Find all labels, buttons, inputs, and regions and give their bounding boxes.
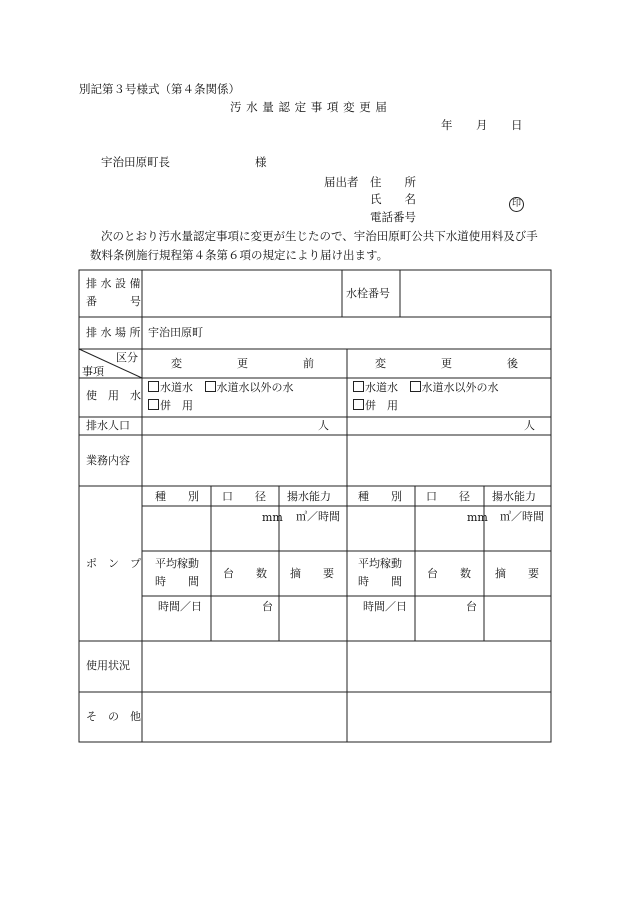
units-header-before: 台 数 <box>223 567 267 580</box>
units-header-after: 台 数 <box>427 567 471 580</box>
item-label: 事項 <box>82 365 104 378</box>
checkbox-icon <box>353 399 364 410</box>
capacity-header-before: 揚水能力 <box>287 490 331 503</box>
drain-place-label: 排 水 場 所 <box>86 326 141 339</box>
addressee: 宇治田原町長 <box>101 155 170 169</box>
water-use-after <box>353 381 499 412</box>
date-year-label: 年 <box>441 118 453 132</box>
combined-label: 併 用 <box>365 398 398 412</box>
unit-count-after: 台 <box>466 600 477 613</box>
tap-water-checkbox-before[interactable] <box>148 381 193 394</box>
body-text-line1: 次のとおり汚水量認定事項に変更が生じたので、宇治田原町公共下水道使用料及び手 <box>101 229 538 243</box>
honorific: 様 <box>255 155 267 169</box>
avg-hours-line2: 時 間 <box>155 574 199 588</box>
unit-count-before: 台 <box>262 600 273 613</box>
summary-header-after: 摘 要 <box>495 567 539 580</box>
hydrant-number-label: 水栓番号 <box>346 287 390 300</box>
checkbox-icon <box>353 381 364 392</box>
address-label: 住 所 <box>370 175 416 189</box>
avg-hours-header-before <box>155 558 199 588</box>
bore-header-after: 口 径 <box>426 490 470 503</box>
drain-place-value: 宇治田原町 <box>148 326 203 339</box>
other-water-label: 水道水以外の水 <box>216 381 294 394</box>
other-water-checkbox-before[interactable] <box>205 381 294 394</box>
other-label: そ の 他 <box>86 710 141 723</box>
usage-status-label: 使用状況 <box>86 659 130 672</box>
avg-hours-line1: 平均稼動 <box>155 557 199 570</box>
capacity-header-after: 揚水能力 <box>492 490 536 503</box>
population-label: 排水人口 <box>86 419 130 432</box>
form-number: 別記第３号様式（第４条関係） <box>79 82 240 96</box>
kind-header-before: 種 別 <box>155 490 199 503</box>
body-text-line2: 数料条例施行規程第４条第６項の規定により届け出ます。 <box>90 248 389 262</box>
other-water-checkbox-after[interactable] <box>410 381 499 394</box>
after-change-header: 変 更 後 <box>375 357 518 370</box>
drain-equipment-label-line2: 番 号 <box>86 294 141 308</box>
combined-checkbox-before[interactable] <box>148 399 294 413</box>
checkbox-icon <box>148 381 159 392</box>
other-water-label: 水道水以外の水 <box>421 381 499 394</box>
tap-water-label: 水道水 <box>365 381 398 394</box>
drain-equipment-label-line1: 排 水 設 備 <box>86 277 141 290</box>
division-label: 区分 <box>116 351 138 364</box>
checkbox-icon <box>148 399 159 410</box>
before-change-header: 変 更 前 <box>171 357 314 370</box>
date-day-label: 日 <box>511 118 523 132</box>
checkbox-icon <box>410 381 421 392</box>
phone-label: 電話番号 <box>370 210 416 224</box>
name-label: 氏 名 <box>370 192 416 206</box>
water-use-before <box>148 381 294 412</box>
summary-header-before: 摘 要 <box>290 567 334 580</box>
tap-water-label: 水道水 <box>160 381 193 394</box>
water-use-label: 使 用 水 <box>86 389 141 402</box>
checkbox-icon <box>205 381 216 392</box>
hours-per-day-before: 時間／日 <box>158 600 202 613</box>
avg-hours-line2: 時 間 <box>358 574 402 588</box>
seal-mark: 印 <box>509 197 524 212</box>
business-label: 業務内容 <box>86 454 130 467</box>
drain-equipment-label <box>86 278 141 308</box>
applicant-label: 届出者 <box>324 175 359 189</box>
form-title: 汚 水 量 認 定 事 項 変 更 届 <box>230 100 388 114</box>
avg-hours-header-after <box>358 558 402 588</box>
population-unit-after: 人 <box>524 419 535 432</box>
bore-unit-before: mm <box>262 511 283 524</box>
bore-header-before: 口 径 <box>222 490 266 503</box>
hours-per-day-after: 時間／日 <box>363 600 407 613</box>
bore-unit-after: mm <box>467 511 488 524</box>
kind-header-after: 種 別 <box>358 490 402 503</box>
combined-label: 併 用 <box>160 398 193 412</box>
combined-checkbox-after[interactable] <box>353 399 499 413</box>
population-unit-before: 人 <box>318 419 329 432</box>
tap-water-checkbox-after[interactable] <box>353 381 398 394</box>
capacity-unit-before: ㎥／時間 <box>296 510 340 523</box>
capacity-unit-after: ㎥／時間 <box>500 510 544 523</box>
avg-hours-line1: 平均稼動 <box>358 557 402 570</box>
date-month-label: 月 <box>476 118 488 132</box>
pump-label: ポ ン プ <box>86 557 141 570</box>
